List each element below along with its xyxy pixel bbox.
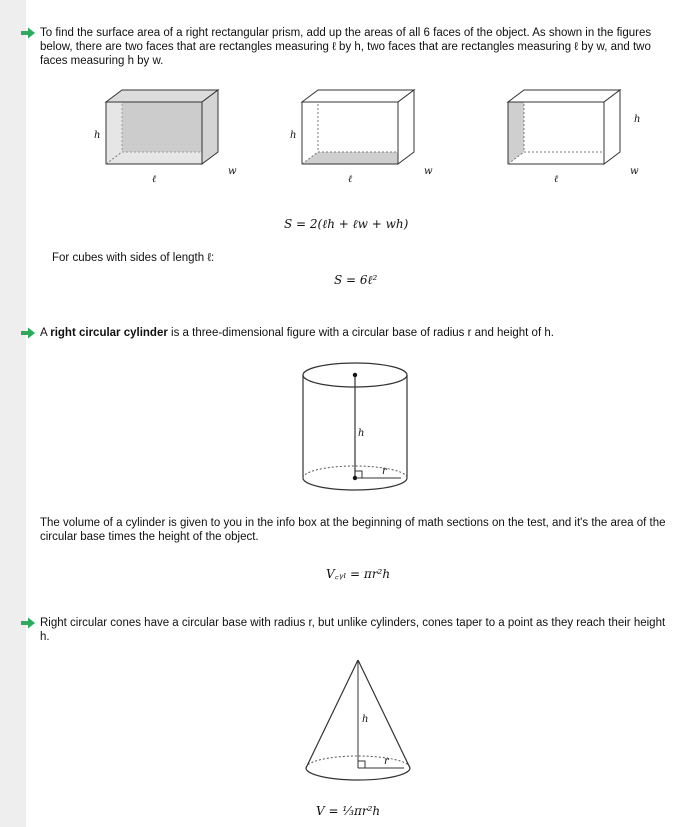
prism-figure-lw bbox=[286, 86, 446, 196]
cube-surface-formula: S = 6ℓ² bbox=[334, 273, 378, 287]
green-arrow-icon bbox=[20, 327, 36, 339]
page-margin-strip bbox=[0, 0, 26, 827]
prism1-h-label: h bbox=[94, 130, 101, 141]
cone-paragraph bbox=[26, 616, 666, 644]
prism3-h-label: h bbox=[634, 114, 641, 125]
prism1-w-label: w bbox=[228, 166, 237, 177]
prism-paragraph bbox=[26, 26, 666, 68]
cylinder-term: right circular cylinder bbox=[50, 327, 168, 339]
green-arrow-icon bbox=[20, 617, 36, 629]
cylinder-figure bbox=[294, 360, 424, 500]
green-arrow-icon bbox=[20, 27, 36, 39]
cone-volume-formula: V = ⅓πr²h bbox=[316, 804, 381, 818]
cylinder-volume-text: The volume of a cylinder is given to you in the info box at the beginning of math sections on the test, and it's the area of the circular base times the height of the object. bbox=[40, 517, 666, 543]
page-content bbox=[26, 0, 676, 827]
prism2-l-label: ℓ bbox=[348, 174, 353, 185]
cylinder-r-label: r bbox=[382, 466, 387, 477]
prism2-w-label: w bbox=[424, 166, 433, 177]
cone-text: Right circular cones have a circular base with radius r, but unlike cylinders, cones taper to a point as they reach their height h. bbox=[40, 617, 666, 643]
cone-r-label: r bbox=[384, 756, 389, 767]
prism3-l-label: ℓ bbox=[554, 174, 559, 185]
cone-figure bbox=[296, 656, 426, 786]
cylinder-text-pre: A bbox=[40, 327, 51, 339]
cylinder-text-post: is a three-dimensional figure with a circular base of radius r and height of h. bbox=[167, 327, 554, 339]
prism1-l-label: ℓ bbox=[152, 174, 157, 185]
cylinder-volume-formula: V꜀ᵧₗ = πr²h bbox=[326, 567, 391, 581]
cylinder-h-label: h bbox=[358, 428, 365, 439]
prism-figure-hw bbox=[492, 86, 652, 196]
prism-figure-lh bbox=[90, 86, 250, 196]
prism2-h-label: h bbox=[290, 130, 297, 141]
cube-text: For cubes with sides of length ℓ: bbox=[52, 252, 215, 264]
prism-surface-formula: S = 2(ℓh + ℓw + wh) bbox=[284, 217, 409, 231]
prism3-w-label: w bbox=[630, 166, 639, 177]
prism-text: To find the surface area of a right rectangular prism, add up the areas of all 6 faces of the object. As shown in the figures below, there are two faces that are rectangles measuring ℓ by h, two faces that are rectangles measuring ℓ by w, and two faces measuring h by w. bbox=[40, 27, 652, 67]
cylinder-paragraph bbox=[26, 326, 666, 340]
cone-h-label: h bbox=[362, 714, 369, 725]
